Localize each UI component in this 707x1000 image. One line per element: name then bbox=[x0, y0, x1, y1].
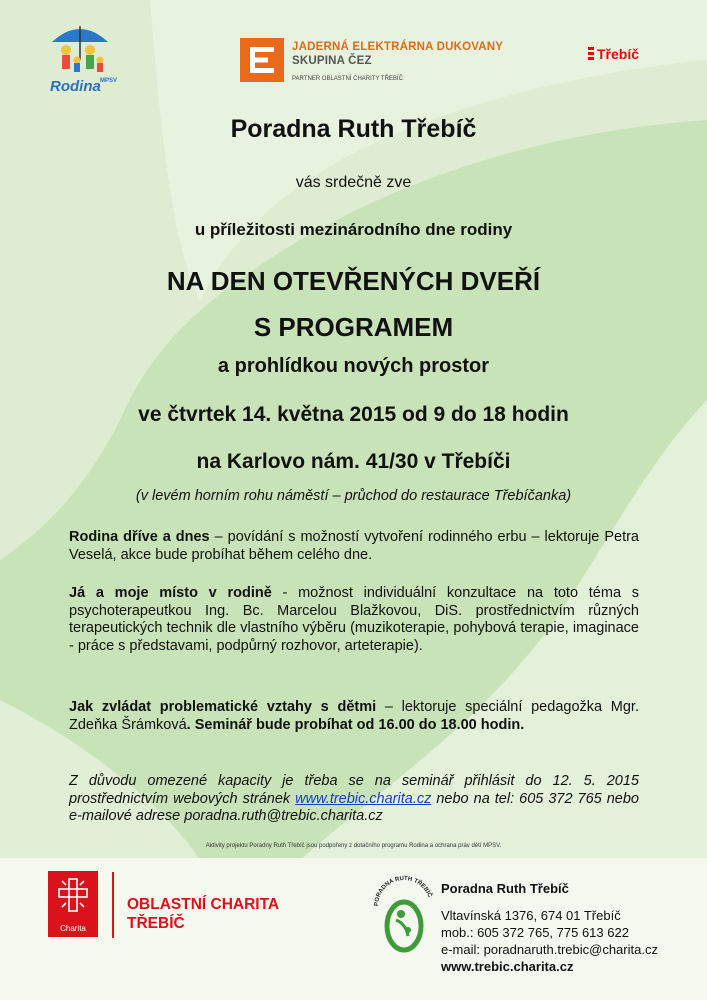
registration-text bbox=[69, 773, 639, 826]
poradna-ruth-logo bbox=[372, 872, 436, 958]
registration-text-1: Z důvodu omezené kapacity je třeba se na seminář přihlásit do 12. 5. 2015 prostřednictvím webových stránek bbox=[69, 773, 639, 807]
registration-text-2: nebo na tel: 605 372 765 nebo e-mailové adrese poradna.ruth@trebic.charita.cz bbox=[69, 790, 639, 824]
contact-website[interactable]: www.trebic.charita.cz bbox=[441, 959, 574, 974]
cez-logo-icon bbox=[240, 38, 284, 82]
cez-name bbox=[292, 40, 503, 68]
subline-text: a prohlídkou nových prostor bbox=[217, 355, 490, 377]
program-item-lead: Jak zvládat problematické vztahy s dětmi bbox=[69, 699, 377, 715]
charita-name bbox=[127, 895, 279, 933]
cez-line2: SKUPINA ČEZ bbox=[292, 55, 372, 67]
program-item-text: - možnost individuální konzultace na toto téma s psychoterapeutkou Ing. Bc. Marcelou Blažkovou, DiS. prostřednictvím různých terapeutických technik dle vlastního výběru (muzikoterapie, pohybová terapie, imaginace - práce s představami, podpůrný rozhovor, arteterapie). bbox=[69, 585, 639, 654]
cez-partner-text: PARTNER OBLASTNÍ CHARITY TŘEBÍČ bbox=[292, 76, 403, 82]
website-link[interactable]: www.trebic.charita.cz bbox=[295, 790, 432, 807]
cez-logo-mark bbox=[240, 38, 284, 82]
contact-address: Vltavínská 1376, 674 01 Třebíč bbox=[441, 908, 621, 923]
page-title: Poradna Ruth Třebíč bbox=[230, 115, 477, 143]
program-item bbox=[69, 699, 639, 734]
program-item-lead: Já a moje místo v rodině bbox=[69, 585, 272, 601]
contact-email[interactable]: e-mail: poradnaruth.trebic@charita.cz bbox=[441, 942, 658, 957]
charita-logo bbox=[48, 871, 98, 937]
trebic-dots-icon bbox=[588, 47, 595, 63]
program-item-lead: Rodina dříve a dnes bbox=[69, 529, 210, 545]
rodina-logo-sup: MPSV bbox=[100, 78, 118, 84]
program-item bbox=[69, 585, 639, 655]
program-item bbox=[69, 529, 639, 564]
charita-name-line1: OBLASTNÍ CHARITA bbox=[127, 896, 280, 913]
charita-name-line2: TŘEBÍČ bbox=[127, 915, 185, 932]
contact-title: Poradna Ruth Třebíč bbox=[441, 881, 569, 896]
trebic-logo-text: Třebíč bbox=[597, 46, 640, 62]
headline-line-1: NA DEN OTEVŘENÝCH DVEŘÍ bbox=[166, 266, 541, 296]
address-note: (v levém horním rohu náměstí – průchod do restaurace Třebíčanka) bbox=[135, 488, 572, 504]
contact-phone: mob.: 605 372 765, 775 613 622 bbox=[441, 925, 629, 940]
program-item-text: – lektoruje speciální pedagožka Mgr. Zdeňka Šrámková bbox=[69, 699, 639, 733]
ruth-logo-text: PORADNA RUTH TŘEBÍČ bbox=[373, 875, 433, 907]
trebic-logo bbox=[588, 46, 639, 63]
family-umbrella-icon bbox=[44, 20, 116, 80]
charita-cross-icon bbox=[48, 871, 98, 921]
headline-line-2: S PROGRAMEM bbox=[253, 312, 454, 342]
program-item-text: – povídání s možností vytvoření rodinného erbu – lektoruje Petra Veselá, akce bude probíhat během celého dne. bbox=[69, 529, 639, 563]
support-note: Aktivity projektu Poradny Ruth Třebíč jsou podpořeny z dotačního programu Rodina a ochrana práv dětí MPSV. bbox=[205, 843, 502, 849]
event-date: ve čtvrtek 14. května 2015 od 9 do 18 hodin bbox=[138, 403, 569, 426]
program-item-tail: . Seminář bude probíhat od 16.00 do 18.00 hodin. bbox=[186, 716, 525, 733]
rodina-logo bbox=[44, 20, 116, 100]
mother-child-icon bbox=[372, 872, 436, 958]
invite-text: vás srdečně zve bbox=[295, 174, 412, 191]
footer-divider bbox=[112, 872, 114, 938]
cez-line1: JADERNÁ ELEKTRÁRNA DUKOVANY bbox=[292, 41, 504, 53]
occasion-text: u příležitosti mezinárodního dne rodiny bbox=[194, 220, 513, 239]
poradna-contact bbox=[441, 880, 658, 975]
event-address: na Karlovo nám. 41/30 v Třebíči bbox=[196, 450, 511, 473]
charita-logo-word: Charita bbox=[60, 924, 86, 933]
rodina-logo-text: Rodina bbox=[50, 78, 101, 95]
